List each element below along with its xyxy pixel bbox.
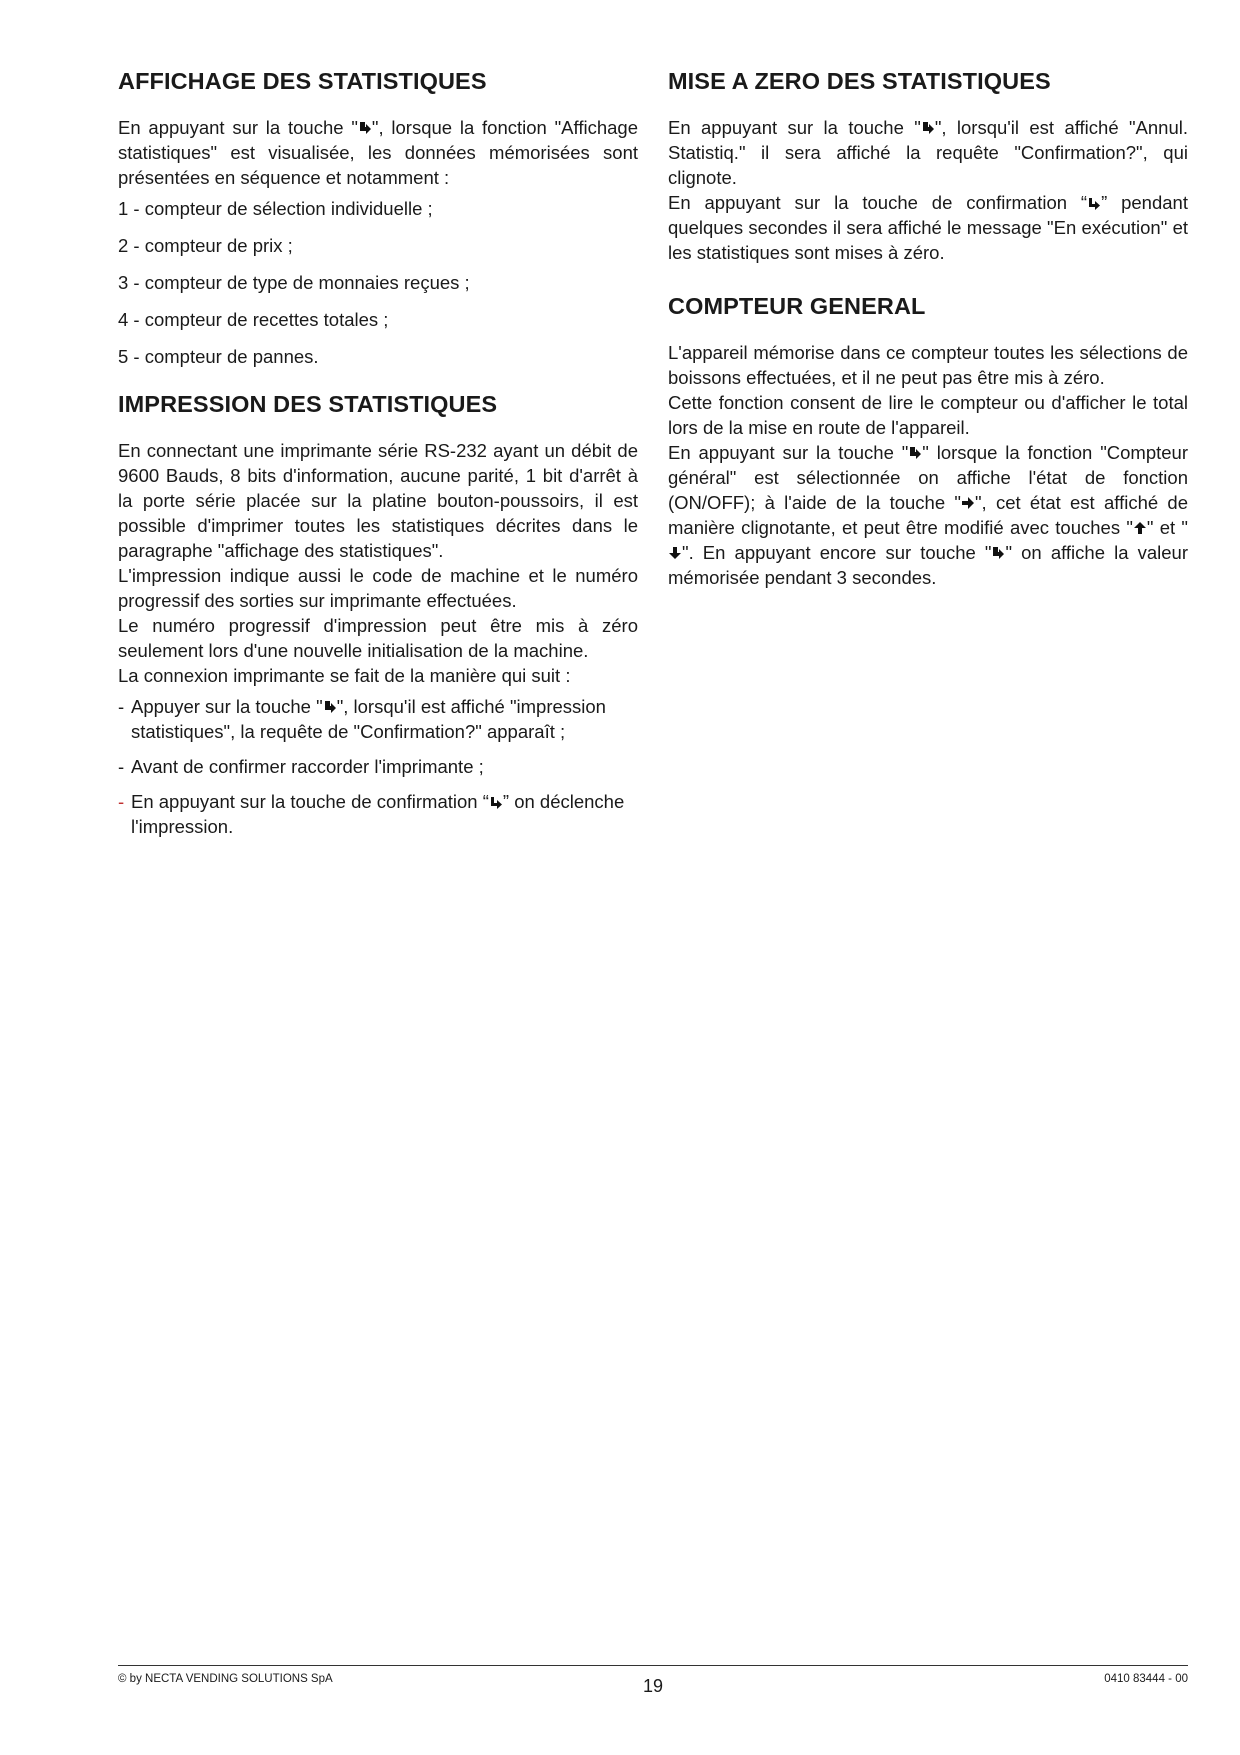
step-item: - Appuyer sur la touche " ", lorsqu'il est affiché "impression statistiques", la requête de "Confirmation?" apparaît ; xyxy=(118,696,606,742)
list-item: 5 - compteur de pannes. xyxy=(118,346,319,367)
list-item: 3 - compteur de type de monnaies reçues ; xyxy=(118,272,470,293)
impression-para-3: Le numéro progressif d'impression peut être mis à zéro seulement lors d'une nouvelle initialisation de la machine. xyxy=(118,615,638,661)
impression-para-2: L'impression indique aussi le code de machine et le numéro progressif des sorties sur imprimante effectuées. xyxy=(118,565,638,611)
heading-affichage: AFFICHAGE DES STATISTIQUES xyxy=(118,68,487,94)
page-footer xyxy=(118,1665,1188,1696)
section-impression xyxy=(118,389,638,839)
enter-key-icon xyxy=(323,700,337,714)
up-arrow-icon xyxy=(1133,521,1147,535)
section-affichage xyxy=(118,66,638,369)
impression-para-1: En connectant une imprimante série RS-232 ayant un débit de 9600 Bauds, 8 bits d'information, aucune parité, 1 bit d'arrêt à la porte série placée sur la platine bouton-poussoirs, il est possible d'imprimer toutes les statistiques décrites dans le paragraphe "affichage des statistiques". xyxy=(118,440,638,561)
mise-a-zero-para-2: En appuyant sur la touche de confirmation “ ” pendant quelques secondes il sera affiché le message "En exécution" et les statistiques sont mises à zéro. xyxy=(668,192,1188,263)
left-column xyxy=(118,66,638,859)
enter-key-icon xyxy=(358,121,372,135)
statistics-list xyxy=(118,196,638,369)
step-item: - Avant de confirmer raccorder l'imprimante ; xyxy=(118,756,484,777)
affichage-intro: En appuyant sur la touche " ", lorsque la fonction "Affichage statistiques" est visualisée, les données mémorisées sont présentées en séquence et notamment : xyxy=(118,117,638,188)
confirm-key-icon xyxy=(1087,196,1101,210)
enter-key-icon xyxy=(908,446,922,460)
enter-key-icon xyxy=(991,546,1005,560)
down-arrow-icon xyxy=(668,546,682,560)
step-item: - En appuyant sur la touche de confirmation “ ” on déclenche l'impression. xyxy=(118,791,625,837)
confirm-key-icon xyxy=(489,795,503,809)
impression-para-4: La connexion imprimante se fait de la manière qui suit : xyxy=(118,665,571,686)
enter-key-icon xyxy=(921,121,935,135)
compteur-para-2: Cette fonction consent de lire le compteur ou d'afficher le total lors de la mise en route de l'appareil. xyxy=(668,392,1188,438)
heading-mise-a-zero: MISE A ZERO DES STATISTIQUES xyxy=(668,68,1051,94)
list-item: 4 - compteur de recettes totales ; xyxy=(118,309,389,330)
page-number: 19 xyxy=(642,1676,664,1696)
mise-a-zero-para-1: En appuyant sur la touche " ", lorsqu'il est affiché "Annul. Statistiq." il sera affiché la requête "Confirmation?", qui clignote. xyxy=(668,117,1189,188)
footer-copyright: © by NECTA VENDING SOLUTIONS SpA xyxy=(118,1673,333,1685)
compteur-para-3: En appuyant sur la touche " " lorsque la fonction "Compteur général" est sélectionnée on affiche l'état de fonction (ON/OFF); à l'aide de la touche " ", cet état est affiché de manière clignotante, et peut être modifié avec touches " " et " ". En appuyant encore sur touche " " on affiche la valeur mémorisée pendant 3 secondes. xyxy=(668,442,1188,588)
section-mise-a-zero xyxy=(668,66,1188,265)
right-column xyxy=(668,66,1188,610)
list-item: 1 - compteur de sélection individuelle ; xyxy=(118,198,433,219)
document-code: 0410 83444 - 00 xyxy=(1104,1673,1188,1685)
heading-impression: IMPRESSION DES STATISTIQUES xyxy=(118,391,498,417)
section-compteur-general xyxy=(668,291,1188,590)
right-arrow-icon xyxy=(961,496,975,510)
compteur-para-1: L'appareil mémorise dans ce compteur toutes les sélections de boissons effectuées, et il ne peut pas être mis à zéro. xyxy=(668,342,1188,388)
list-item: 2 - compteur de prix ; xyxy=(118,235,293,256)
heading-compteur-general: COMPTEUR GENERAL xyxy=(668,293,926,319)
